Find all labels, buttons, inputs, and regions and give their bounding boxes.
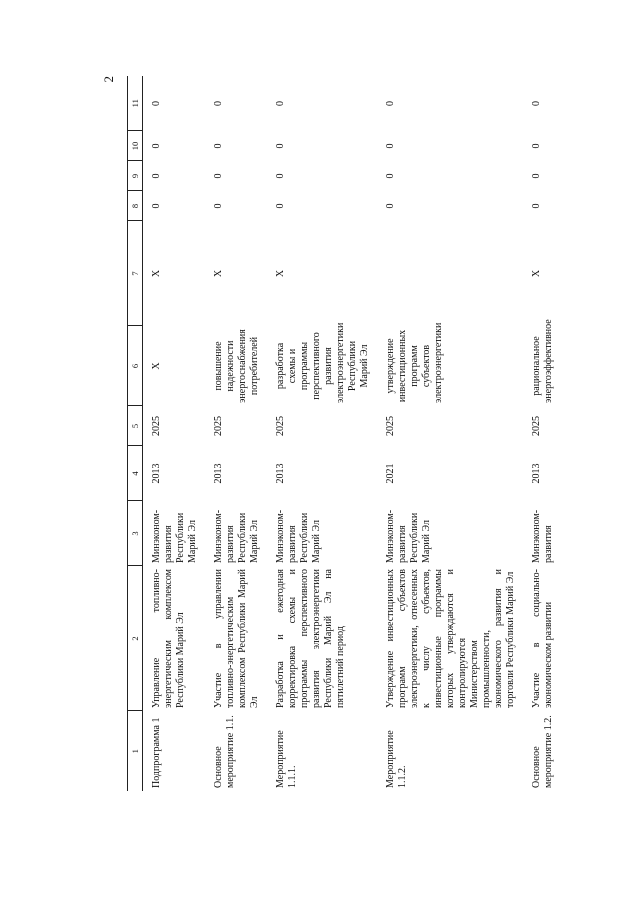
cell-col-9: 0 bbox=[531, 173, 542, 179]
header-col-4: 4 bbox=[128, 446, 143, 501]
page-number: 2 bbox=[101, 76, 116, 83]
cell-start-year: 2013 bbox=[213, 463, 224, 484]
cell-title: Управление топливно-энергетическим комплексом Республики Марий Эл bbox=[151, 569, 186, 708]
cell-end-year: 2025 bbox=[385, 416, 396, 436]
cell-end-year: 2025 bbox=[531, 416, 542, 436]
cell-status: Мероприятие 1.1.2. bbox=[385, 730, 408, 788]
cell-col-9: 0 bbox=[275, 173, 286, 179]
cell-col-9: 0 bbox=[385, 173, 396, 179]
header-col-9: 9 bbox=[128, 161, 143, 191]
cell-col-10: 0 bbox=[385, 143, 396, 149]
cell-col-11: 0 bbox=[151, 101, 162, 106]
rotated-document-page bbox=[101, 76, 639, 791]
cell-title: Разработка и ежегодная корректировка схемы и программы перспективного развития электроэнергетики Республики Марий Эл на пятилетний период bbox=[275, 569, 346, 708]
cell-start-year: 2013 bbox=[151, 463, 162, 484]
cell-end-year: 2025 bbox=[275, 416, 286, 436]
header-col-11: 11 bbox=[128, 76, 143, 131]
table-row bbox=[267, 76, 377, 791]
cell-result: утверждение инвестиционных программ субъектов электроэнергетики bbox=[385, 322, 444, 403]
cell-result: повышение надежности энергоснабжения потребителей bbox=[213, 329, 260, 403]
header-col-2: 2 bbox=[128, 566, 143, 711]
table-row bbox=[377, 76, 523, 791]
cell-title: Участие в управлении топливно-энергетическим комплексом Республики Марий Эл bbox=[213, 569, 260, 708]
header-row bbox=[128, 76, 143, 791]
cell-col-8: 0 bbox=[213, 203, 224, 209]
cell-executor: Минэконом-развития bbox=[531, 509, 554, 563]
cell-col-8: 0 bbox=[385, 203, 396, 209]
cell-status: Мероприятие 1.1.1. bbox=[275, 730, 298, 788]
cell-col-8: 0 bbox=[275, 203, 286, 209]
cell-result: X bbox=[151, 362, 162, 370]
header-col-3: 3 bbox=[128, 501, 143, 566]
cell-start-year: 2021 bbox=[385, 463, 396, 484]
header-col-8: 8 bbox=[128, 191, 143, 221]
header-col-1: 1 bbox=[128, 711, 143, 791]
cell-col-11: 0 bbox=[213, 101, 224, 106]
cell-col-7: X bbox=[531, 269, 542, 278]
cell-result: разработка схемы и программы перспективного развития электроэнергетики Республики Марий Эл bbox=[275, 322, 370, 403]
cell-col-11: 0 bbox=[531, 101, 542, 106]
cell-col-10: 0 bbox=[151, 143, 162, 149]
cell-col-7 bbox=[377, 221, 523, 326]
cell-col-9: 0 bbox=[213, 173, 224, 179]
cell-status: Основное мероприятие 1.2. bbox=[531, 715, 554, 788]
cell-executor: Минэконом-развития Республики Марий Эл bbox=[151, 509, 198, 563]
cell-col-10: 0 bbox=[213, 143, 224, 149]
header-col-6: 6 bbox=[128, 326, 143, 406]
cell-status: Основное мероприятие 1.1. bbox=[213, 715, 236, 788]
cell-col-10: 0 bbox=[531, 143, 542, 149]
cell-col-10: 0 bbox=[275, 143, 286, 149]
header-col-7: 7 bbox=[128, 221, 143, 326]
cell-col-7: X bbox=[151, 269, 162, 278]
table-row bbox=[143, 76, 206, 791]
cell-col-11: 0 bbox=[275, 101, 286, 106]
cell-col-11: 0 bbox=[385, 101, 396, 106]
cell-title: Участие в социально-экономическом развитии bbox=[531, 569, 554, 708]
cell-title: Утверждение инвестиционных программ субъектов электроэнергетики, отнесенных к числу субъектов, инвестиционные программы которых утверждаются и контролируются Министерством промышленности, экономического развития и торговли Республики Марий Эл bbox=[385, 569, 516, 708]
cell-end-year: 2025 bbox=[213, 416, 224, 436]
cell-col-8: 0 bbox=[151, 203, 162, 209]
cell-start-year: 2013 bbox=[275, 463, 286, 484]
header-col-10: 10 bbox=[128, 131, 143, 161]
program-table bbox=[127, 76, 597, 791]
cell-status: Подпрограмма 1 bbox=[151, 717, 162, 788]
header-col-5: 5 bbox=[128, 406, 143, 446]
table-header bbox=[128, 76, 143, 791]
cell-end-year: 2025 bbox=[151, 416, 162, 436]
cell-col-9: 0 bbox=[151, 173, 162, 179]
cell-executor: Минэконом-развития Республики Марий Эл bbox=[213, 509, 260, 563]
cell-result: рациональное энергоэффективное bbox=[531, 319, 554, 403]
cell-start-year: 2013 bbox=[531, 463, 542, 484]
cell-executor: Минэконом-развития Республики Марий Эл bbox=[275, 509, 322, 563]
cell-col-7: X bbox=[213, 269, 224, 278]
cell-col-8: 0 bbox=[531, 203, 542, 209]
cell-col-7: X bbox=[275, 269, 286, 278]
table-row bbox=[205, 76, 267, 791]
cell-executor: Минэконом-развития Республики Марий Эл bbox=[385, 509, 432, 563]
table-row bbox=[523, 76, 597, 791]
